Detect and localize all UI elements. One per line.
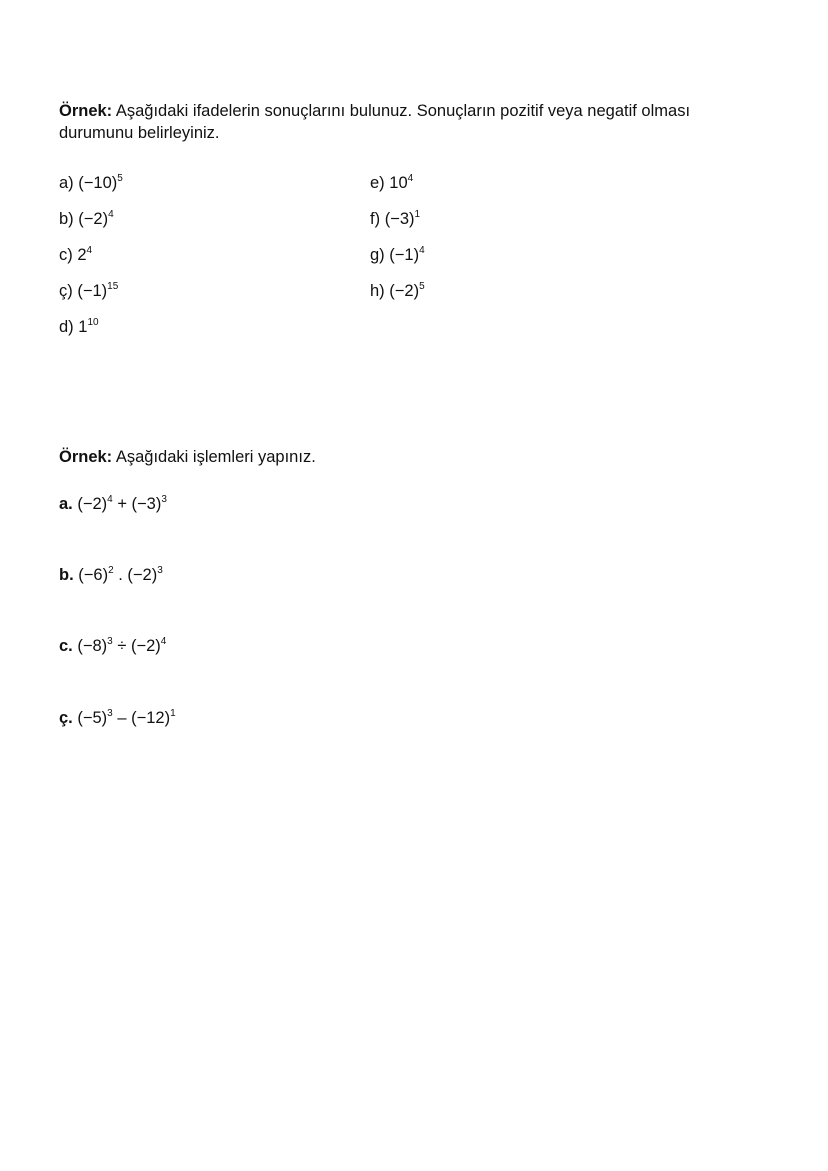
operation-base1: (−8) (77, 637, 108, 655)
exercise-base: (−2) (389, 282, 420, 300)
exercise-base: (−10) (78, 174, 118, 192)
exercise-label: e) (370, 174, 385, 192)
operation-label: c. (59, 637, 73, 655)
example2-label: Örnek: (59, 448, 113, 466)
operation-c (59, 636, 166, 656)
exercise-exponent: 1 (414, 209, 421, 220)
exercise-a (59, 173, 123, 193)
operation-label: a. (59, 495, 73, 513)
exercise-label: d) (59, 318, 74, 336)
exercise-exponent: 4 (419, 245, 425, 256)
exercise-exponent: 4 (407, 173, 414, 184)
example1-prompt (59, 100, 739, 144)
example2-text: Aşağıdaki işlemleri yapınız. (112, 448, 316, 466)
operation-b (59, 565, 163, 585)
operation-exp2: 1 (170, 708, 176, 719)
exercise-h (370, 281, 425, 301)
example1-text: Aşağıdaki ifadelerin sonuçlarını bulunuz. Sonuçların pozitif veya negatif olması durumunu belirleyiniz. (59, 102, 691, 142)
exercise-b (59, 209, 114, 229)
operation-operator: ÷ (112, 637, 131, 655)
operation-exp1: 3 (107, 708, 113, 719)
operation-label: b. (59, 566, 74, 584)
operation-base2: (−3) (131, 495, 162, 513)
exercise-base: 2 (77, 246, 87, 264)
exercise-d (59, 317, 99, 337)
operation-base1: (−5) (77, 709, 108, 727)
operation-exp1: 4 (107, 494, 113, 505)
exercise-cedilla (59, 281, 118, 301)
operation-exp1: 3 (107, 636, 113, 647)
operation-base1: (−6) (78, 566, 109, 584)
operation-label: ç. (59, 709, 73, 727)
operation-base2: (−2) (127, 566, 158, 584)
operation-a (59, 494, 167, 514)
exercise-label: g) (370, 246, 385, 264)
operation-exp2: 3 (157, 565, 163, 576)
operation-operator: + (112, 495, 132, 513)
operation-exp1: 2 (108, 565, 114, 576)
example1-label: Örnek: (59, 102, 113, 120)
operation-cedilla (59, 708, 176, 728)
exercise-label: f) (370, 210, 381, 228)
operation-operator: – (112, 709, 132, 727)
exercise-exponent: 15 (107, 281, 119, 292)
exercise-base: (−2) (78, 210, 109, 228)
exercise-exponent: 5 (117, 173, 123, 184)
exercise-base: 1 (78, 318, 88, 336)
exercise-e (370, 173, 413, 193)
exercise-exponent: 10 (87, 317, 99, 328)
exercise-label: a) (59, 174, 74, 192)
exercise-exponent: 4 (86, 245, 93, 256)
operation-operator: . (113, 566, 128, 584)
exercise-c (59, 245, 92, 265)
exercise-label: h) (370, 282, 385, 300)
exercise-label: ç) (59, 282, 73, 300)
operation-base2: (−2) (130, 637, 161, 655)
operation-exp2: 4 (160, 636, 167, 647)
exercise-g (370, 245, 425, 265)
exercise-exponent: 5 (419, 281, 425, 292)
exercise-exponent: 4 (108, 209, 114, 220)
exercise-base: (−1) (389, 246, 420, 264)
exercise-base: (−1) (77, 282, 108, 300)
exercise-f (370, 209, 420, 229)
operation-base2: (−12) (131, 709, 171, 727)
operation-base1: (−2) (77, 495, 108, 513)
exercise-base: 10 (389, 174, 408, 192)
exercise-label: c) (59, 246, 73, 264)
operation-exp2: 3 (161, 494, 167, 505)
exercise-label: b) (59, 210, 74, 228)
example2-prompt (59, 446, 739, 468)
exercise-base: (−3) (384, 210, 415, 228)
